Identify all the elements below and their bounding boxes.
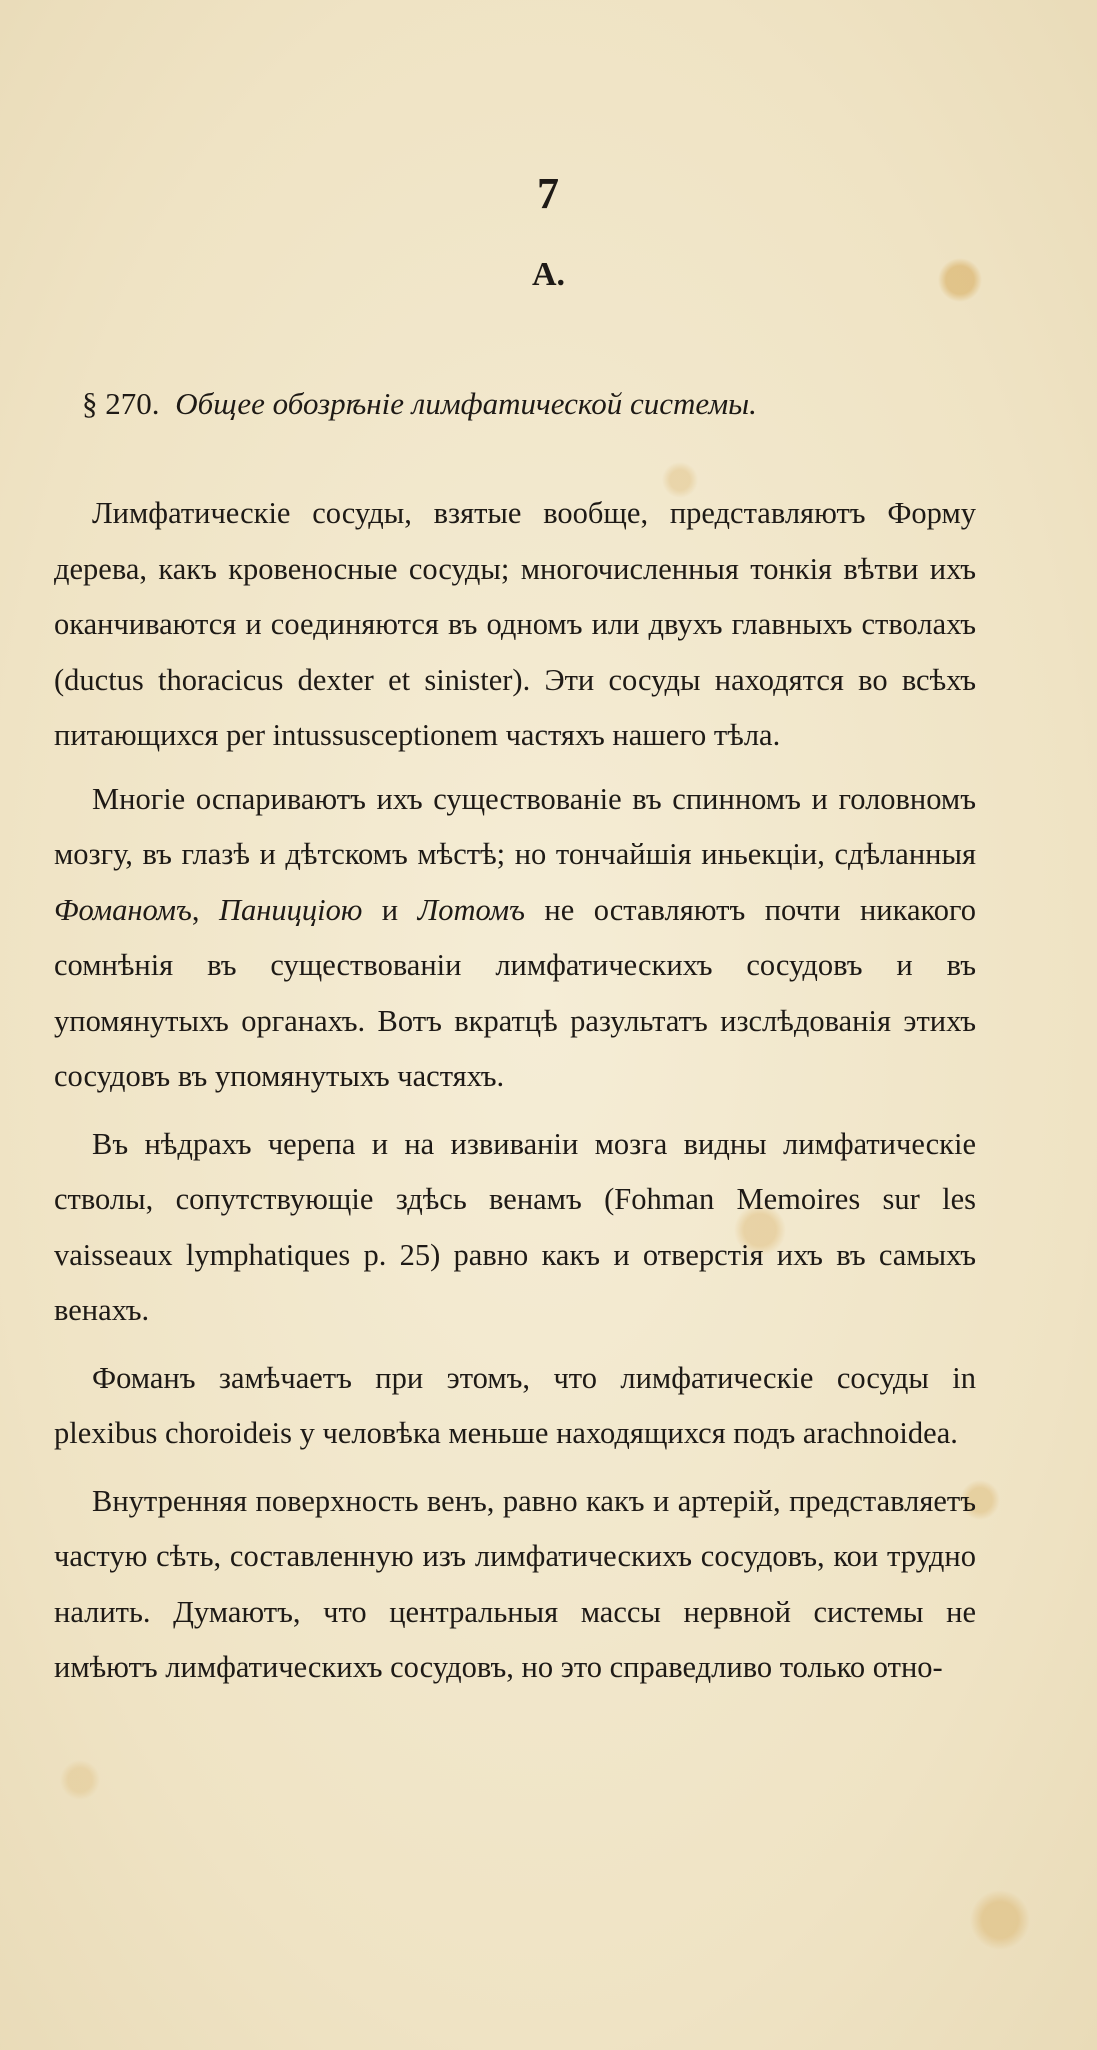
separator: , — [191, 892, 219, 927]
paragraph-3: Въ нѣдрахъ черепа и на извиваніи мозга видны лимфатическіе стволы, сопутствующіе здѣсь венамъ (Fohman Memoires sur les vaisseaux lymphatiques p. 25) равно какъ и отверстія ихъ въ самыхъ венахъ. — [54, 1126, 976, 1327]
paragraph-2-text-start: Многіе оспариваютъ ихъ существованіе въ спинномъ и головномъ мозгу, въ глазѣ и дѣтскомъ мѣстѣ; но тончайшія иньекціи, сдѣланныя — [54, 781, 976, 871]
paragraph-1: Лимфатическіе сосуды, взятые вообще, представляютъ Форму дерева, какъ кровеносные сосуды; многочисленныя тонкія вѣтви ихъ оканчиваются и соединяются въ одномъ или двухъ главныхъ стволахъ (ductus thoracicus dexter et sinister). Эти сосуды находятся во всѣхъ питающихся per intussusceptionem частяхъ нашего тѣла. — [54, 496, 976, 752]
author-name-foman: Фоманомъ — [54, 892, 192, 927]
section-number: § 270. — [82, 386, 160, 421]
paragraph-2-text-end: не оставляютъ почти никакого сомнѣнія въ существованіи лимфатическихъ сосудовъ и въ упомянутыхъ органахъ. Вотъ вкратцѣ разультатъ изслѣдованія этихъ сосудовъ въ упомянутыхъ частяхъ. — [54, 892, 977, 1093]
body-text — [54, 486, 976, 1696]
page-number: 7 — [537, 169, 560, 218]
paragraph-2 — [54, 772, 976, 1105]
signature-mark: А. — [531, 256, 566, 293]
author-name-lot: Лотомъ — [417, 892, 525, 927]
section-heading — [82, 386, 1042, 422]
section-title: Общее обозрѣніе лимфатической системы. — [175, 386, 757, 421]
paragraph-4: Фоманъ замѣчаетъ при этомъ, что лимфатическіе сосуды in plexibus choroideis у человѣка меньше находящихся подъ arachnoidea. — [54, 1360, 976, 1450]
paragraph-5: Внутренняя поверхность венъ, равно какъ и артерій, представляетъ частую сѣть, составленную изъ лимфатическихъ сосудовъ, кои трудно налить. Думаютъ, что центральныя массы нервной системы не имѣютъ лимфатическихъ сосудовъ, но это справедливо только отно- — [54, 1483, 976, 1684]
separator: и — [362, 892, 418, 927]
author-name-panizza: Паницціою — [218, 892, 363, 927]
